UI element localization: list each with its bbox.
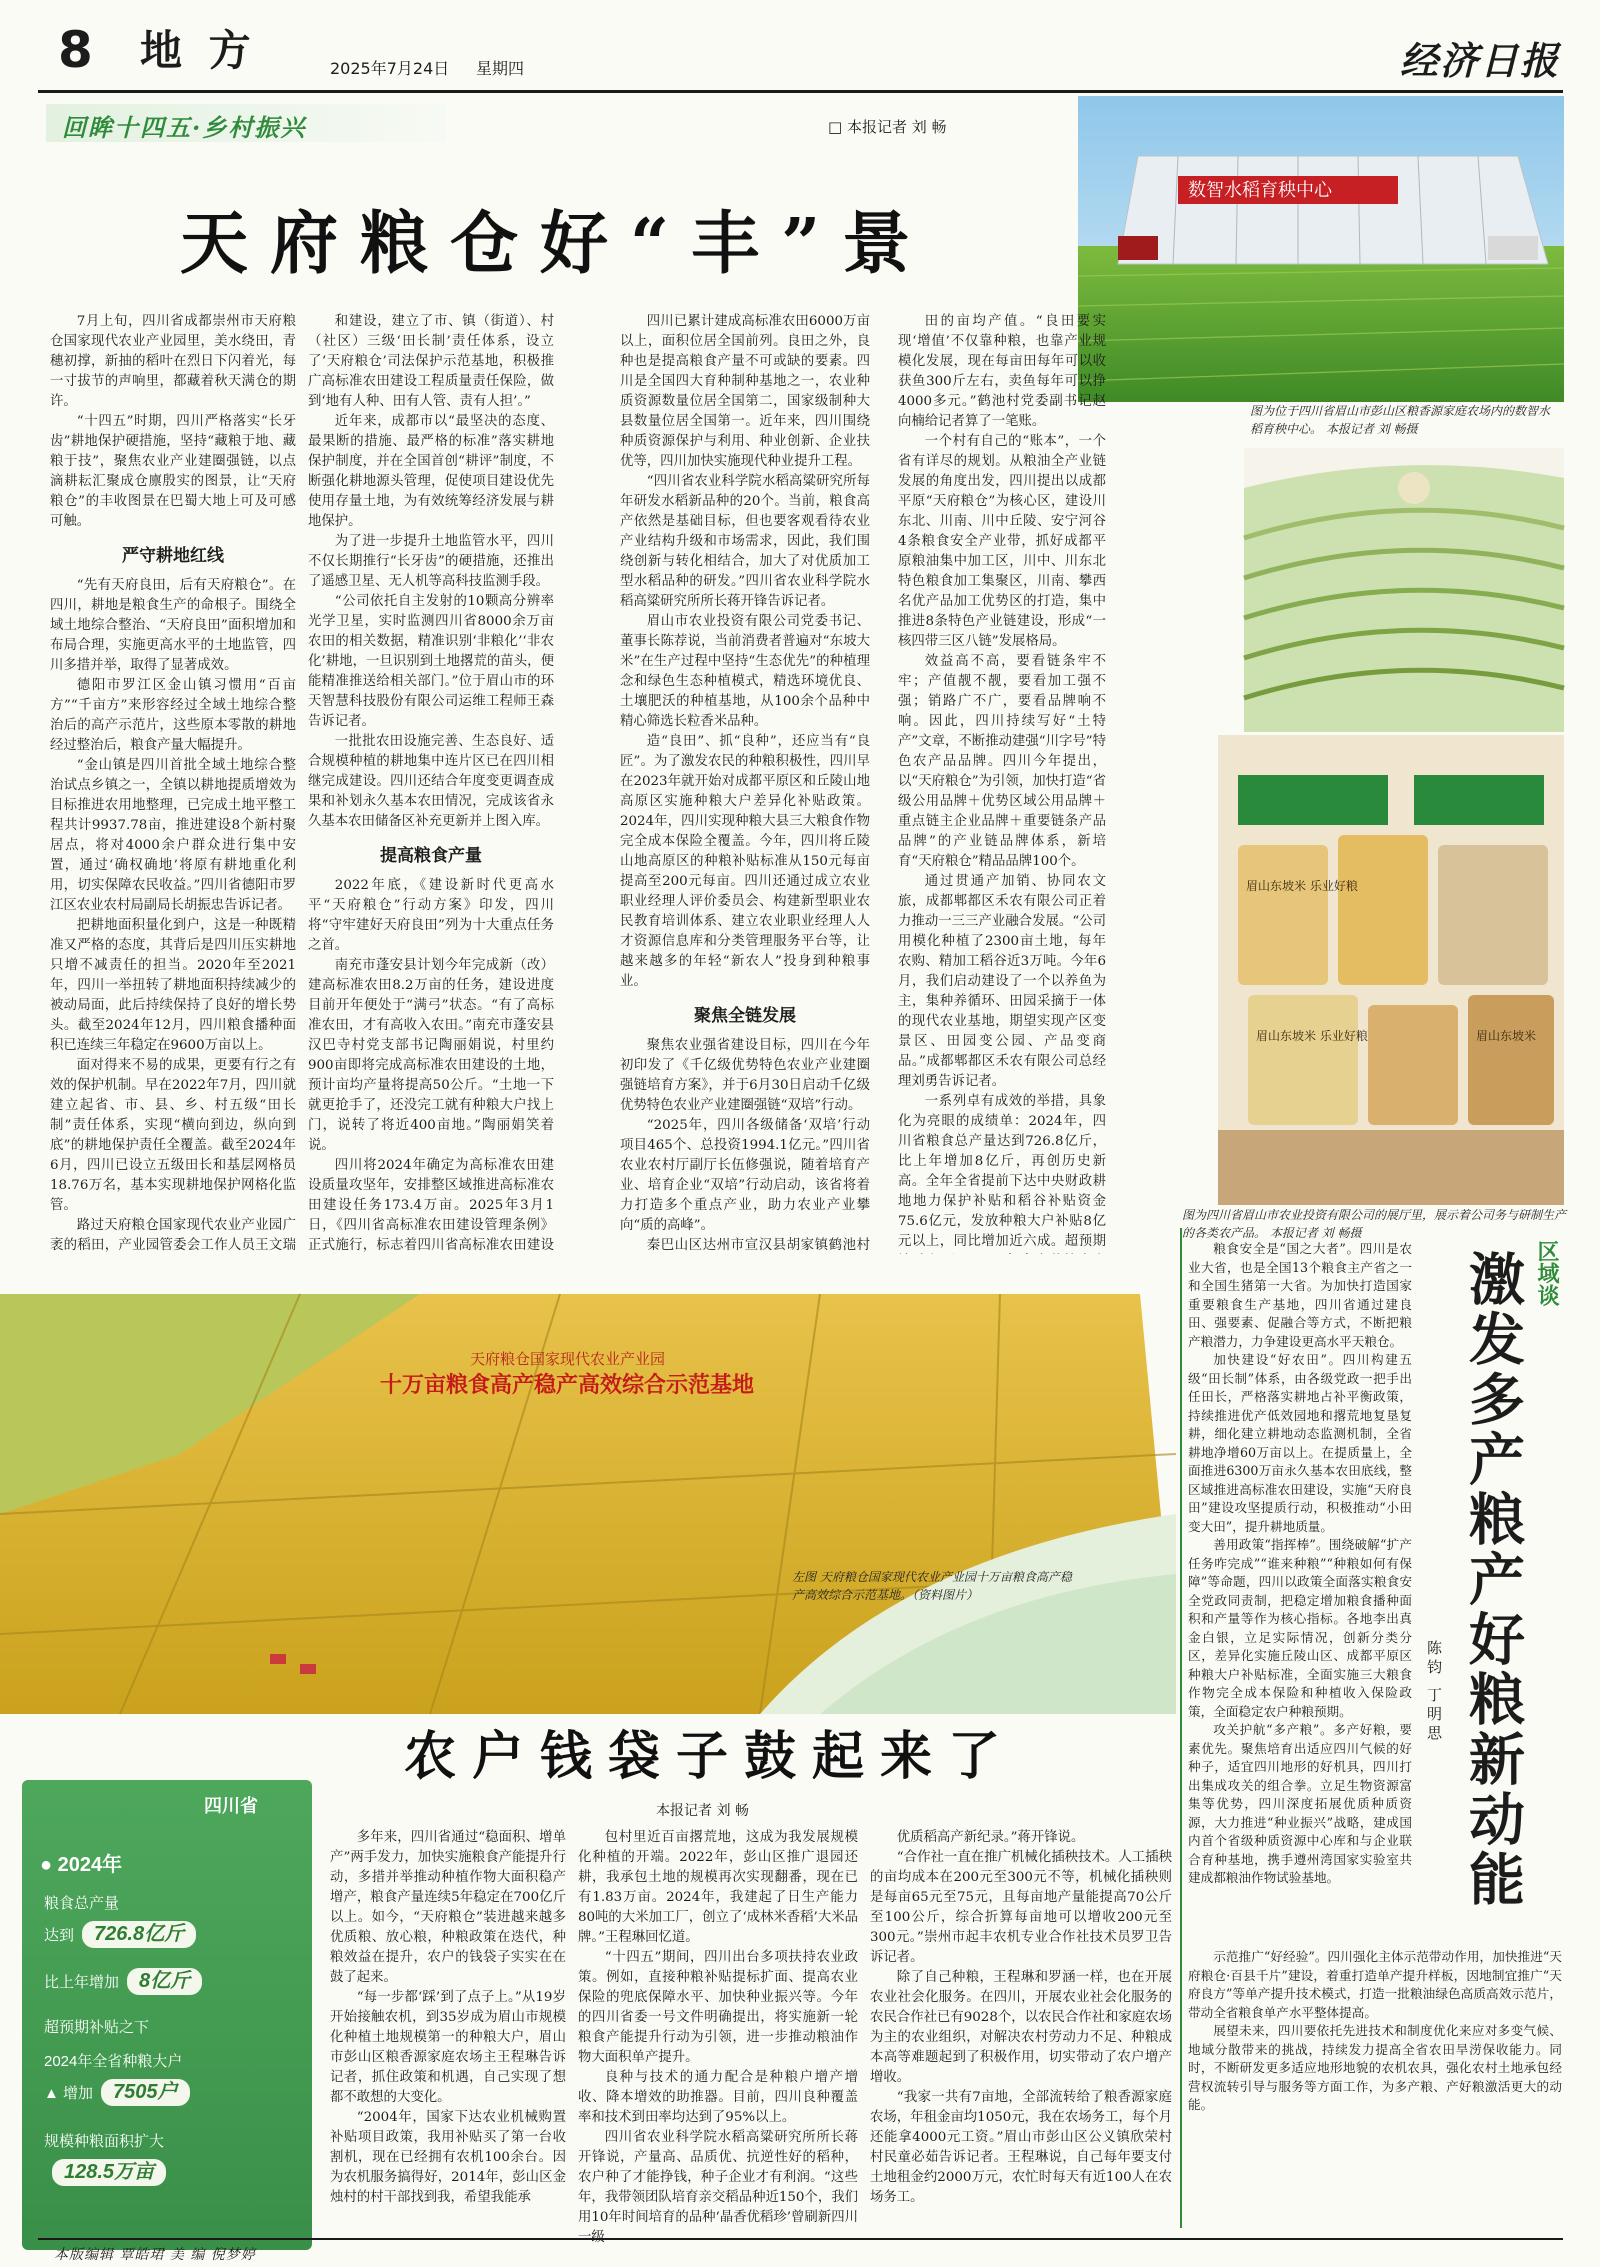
byline-2: 本报记者 刘 畅 [656,1803,749,1819]
paragraph: 一批批农田设施完善、生态良好、适合规模种植的耕地集中连片区已在四川相继完成建设。四川还结合年度变更调查成果和补划永久基本农田情况，完成该省永久基本农田储备区补充更新并上图入库。 [308,734,554,829]
paragraph: 2022年底，《建设新时代更高水平“天府粮仓”行动方案》印发，四川将“守牢建好天府良田”列为十大重点任务之首。 [308,878,554,953]
stat-label: 2024年全省种粮大户 [44,2053,183,2070]
paragraph: “2025年，四川各级储备‘双培’行动项目465个、总投资1994.1亿元。”四川省农业农村厅副厅长伍修强说，随着培育产业、培育企业“双培”行动启动，该省将着力打造多个重点产业，助力农业产业攀向“质的高峰”。 [620,1118,870,1233]
article1-column-1 [50,312,296,1253]
article2-column-1 [330,1828,566,2233]
paragraph: 优质稻高产新纪录。”蒋开锋说。 [896,1830,1085,1845]
paragraph: “先有天府良田，后有天府粮仓”。在四川，耕地是粮食生产的命根子。围绕全域土地综合整治、“天府良田”面积增加和布局合理，实施更高水平的土地监管，四川多措并举，取得了显著成效。 [50,578,296,673]
paragraph: 路过天府粮仓国家现代农业产业园广袤的稻田，产业园管委会工作人员王文瑞 [50,1218,296,1253]
paragraph: 多年来，四川省通过“稳面积、增单产”两手发力，加快实施粮食产能提升行动，多措并举推动种植作物大面积稳产增产，粮食产量连续5年稳定在700亿斤以上。如今，“天府粮仓”装进越来越多优质粮、放心粮，种粮政策在迭代，种粮效益在提升，农户的钱袋子实实在在鼓了起来。 [330,1830,566,1985]
stat-prefix: 比上年增加 [44,1974,120,1991]
stat-value: 726.8亿斤 [82,1921,196,1948]
paragraph: 四川省农业科学院水稻高粱研究所所长蒋开锋说，产量高、品质优、抗逆性好的稻种，农户种了才能挣钱，种子企业才有利润。“这些年，我带领团队培育亲交稻品种近150个，我们用10年时间培育的品种‘晶香优稻珍’曾刷新四川 [578,2130,858,2225]
subhead: 聚焦全链发展 [694,1006,796,1026]
section-title: 地 方 [140,26,257,75]
stats-row-2 [44,1968,202,1995]
paragraph: “金山镇是四川首批全域土地综合整治试点乡镇之一，全镇以耕地提质增效为目标推进农用地整理，已完成土地平整工程共计9937.78亩，推进建设8个新村聚居点，将对4000余户群众进行集中安置，通过‘确权确地’将原有耕地重化利用，切实保障农民收益。”四川省德阳市罗江区农业农村局副局长胡振忠告诉记者。 [50,758,296,913]
paragraph: 德阳市罗江区金山镇习惯用“百亩方”“千亩方”来形容经过全域土地综合整治后的高产示范片，这些原本零散的耕地经过整治后，粮食产量大幅提升。 [50,678,296,753]
subhead: 提高粮食产量 [380,846,482,866]
issue-weekday: 星期四 [476,59,525,78]
paragraph: 为了进一步提升土地监管水平，四川不仅长期推行“长牙齿”的硬措施，还推出了遥感卫星、无人机等高科技监测手段。 [308,534,554,589]
paragraph: 加快建设“好农田”。四川构建五级“田长制”体系，由各级党政一把手出任田长，严格落实耕地占补平衡政策，持续推进优产低效园地和撂荒地复垦复耕，细化建立耕地动态监测机制，全省耕地净增60万亩以上。在提质量上，全面推进6300万亩永久基本农田底线，整区域推进高标准农田建设，实施“天府良田”建设攻坚提质行动，积极推动“小田变大田”，提升耕地质量。 [1188,1352,1412,1534]
paragraph: 示范推广“好经验”。四川强化主体示范带动作用，加快推进“天府粮仓·百县千片”建设，着重打造单产提升样板，因地制宜推广“天府良方”等单产提升技术模式，打造一批粮油绿色高质高效示范片，带动全省粮食单产水平整体提高。 [1188,1949,1562,2020]
stat-value: 7505户 [101,2079,190,2106]
paragraph: 粮食安全是“国之大者”。四川是农业大省，也是全国13个粮食主产省之一和全国生猪第一大省。为加快打造国家重要粮食生产基地，四川省通过建良田、强要素、促融合等方式，不断把粮产粮潜力，力争建设更高水平天粮仓。 [1188,1241,1412,1349]
paragraph: 一系列卓有成效的举措，具象化为亮眼的成绩单：2024年，四川省粮食总产量达到726.8亿斤，比上年增加8亿斤，再创历史新高。全年全省提前下达中央财政耕地地力保护补贴和稻谷补贴资金75.6亿元，发放种粮大户补贴8亿元以上，同比增加近六成。超预期 [898,1094,1106,1249]
paragraph: 善用政策“指挥棒”。围绕破解“扩产任务咋完成”“谁来种粮”“种粮如何有保障”等命题，四川以政策全面落实粮食安全党政同责制，把稳定增加粮食播种面积和产量等作为核心指标。各地李出真金白银，立足实际情况，创新分类分区，差异化实施丘陵山区、成都平原区种粮大户补贴标准，全面实施三大粮食作物完全成本保险和种植收入保险政策，全面稳定农户种粮预期。 [1188,1537,1412,1719]
paragraph: 四川将2024年确定为高标准农田建设质量攻坚年，安排整区域推进高标准农田建设任务173.4万亩。2025年3月1日，《四川省高标准农田建设管理条例》正式施行，标志着四川省高标准农田建设 [308,1158,554,1253]
paragraph: “2004年，国家下达农业机械购置补贴项目政策，我用补贴买了第一台收割机，现在已经拥有农机100余台。因为农机服务搞得好，2014年，彭山区金烛村的村干部找到我，希望我能承 [330,2110,566,2205]
paragraph: 四川已累计建成高标准农田6000万亩以上，面积位居全国前列。良田之外，良种也是提高粮食产量不可或缺的要素。四川是全国四大育种制种基地之一，农业种质资源数量位居全国第二，国家级制种大县数量位居全国第一。近年来，四川围绕种质资源保护与利用、种业创新、企业扶优等，四川加快实施现代种业提升工程。 [620,314,870,469]
paragraph: 通过贯通产加销、协同农文旅，成都郫都区禾农有限公司正着力推动一三三产业融合发展。“公司用模化种植了2300亩土地，每年农购、精加工稻谷近3万吨。今年6月，我们启动建设了一个以养鱼为主，集种养循环、田园采摘于一体的现代农业基地，期望实现产区变景区、田园变公园、产品变商品。”成都郫都区禾农有限公司总经理刘勇告诉记者。 [898,874,1106,1089]
field-sign-top: 天府粮仓国家现代农业产业园 [470,1350,666,1368]
stat-label: 超预期补贴之下 [44,2019,150,2036]
article2-column-3 [870,1828,1172,2233]
article2-column-2 [578,1828,858,2233]
paragraph: 效益高不高，要看链条牢不牢；产值靓不靓，要看加工强不强；销路广不广，要看品牌响不响。因此，四川持续写好“土特产”文章，不断推动建强“川字号”特色农产品品牌。四川今年提出，以“天府粮仓”为引领，加快打造“省级公用品牌＋优势区域公用品牌＋重点链主企业品牌＋重要链条产品品牌”的产业链品牌体系，新培育“天府粮仓”精品品牌100个。 [898,654,1107,869]
byline: □ 本报记者 刘 畅 [828,118,947,136]
paragraph: “我家一共有7亩地，全部流转给了粮香源家庭农场，年租金亩均1050元，我在农场务工，每个月还能拿4000元工资。”眉山市彭山区公义镇欣荣村村民童必茹告诉记者。王程琳说，自己每年要支付土地租金约2000万元，农忙时每天有近100人在农场务工。 [870,2090,1172,2205]
headline: 天府粮仓好“丰”景 [180,204,933,284]
photo-caption-2: 图为四川省眉山市农业投资有限公司的展厅里，展示着公司务与研制生产的各类农产品。 本报记者 刘 畅摄 [1182,1208,1567,1240]
footer-rule [38,2238,1563,2240]
commentary-column-top [1188,1240,1412,1940]
field-sign: 十万亩粮食高产稳产高效综合示范基地 [380,1373,755,1398]
stats-row-1 [44,1892,196,1948]
paragraph: 造“良田”、抓“良种”，还应当有“良匠”。为了激发农民的种粮积极性，四川早在2023年就开始对成都平原区和丘陵山地高原区实施种粮大户差异化补贴政策。2024年，四川实现种粮大县三大粮食作物完全成本保险全覆盖。今年，四川将丘陵山地高原区的种粮补贴标准从150元每亩提高至200元每亩。四川还通过成立农业职业经理人评价委员会、构建新型职业农民教育培训体系、建立农业职业经理人人才资源信息库和分类管理服务平台等，让越来越多的年轻“新农人”投身到种粮事业。 [620,734,870,989]
paragraph: “四川省农业科学院水稻高粱研究所每年研发水稻新品种的20个。当前，粮食高产依然是基础目标，但也要客观看待农业产业结构升级和市场需求，因此，我们围绕创新与转化相结合，加大了对优质加工型水稻品种的研发。”四川省农业科学院水稻高粱研究所所长蒋开锋告诉记者。 [620,474,870,609]
paragraph: 除了自己种粮，王程琳和罗涵一样，也在开展农业社会化服务。在四川，开展农业社会化服务的农民合作社已有9028个，以农民合作社和家庭农场为主的农业组织，对解决农村劳动力不足、种粮成本高等难题起到了积极作用，切实带动了农户增产增收。 [870,1970,1172,2085]
article1-column-3 [620,312,870,1253]
commentary-title: 激发多产粮产好粮新动能 [1460,1250,1526,1910]
paragraph: “公司依托自主发射的10颗高分辨率光学卫星，实时监测四川省8000余万亩农田的相关数据，精准识别‘非粮化’‘非农化’耕地，一旦识别到土地撂荒的苗头，便能精准推送给相关部门。”位于眉山市的环天智慧科技股份有限公司运维工程师王森告诉记者。 [308,594,554,729]
paragraph: 南充市蓬安县计划今年完成新（改）建高标准农田8.2万亩的任务，建设进度目前开年便处于“满弓”状态。“有了高标准农田，才有高收入农田。”南充市蓬安县汉巴寺村党支部书记陶丽娟说，村里约900亩即将完成高标准农田建设的土地，预计亩均产量将提高50公斤。“土地一下就更抢手了，还没完工就有种粮大户找上门，说转了将近400亩地。”陶丽娟笑着说。 [308,958,554,1153]
photo-caption-1: 图为位于四川省眉山市彭山区粮香源家庭农场内的数智水稻育秧中心。 本报记者 刘 畅摄 [1250,404,1551,436]
stats-row-3 [44,2016,149,2037]
paragraph: 面对得来不易的成果，更要有行之有效的保护机制。早在2022年7月，四川就建立起省、市、县、乡、村五级“田长制”责任体系，实现“横向到边，纵向到底”的耕地保护责任全覆盖。截至2024年6月，四川已设立五级田长和基层网格员18.76万名，基本实现耕地保护网格化监管。 [50,1058,296,1213]
stats-row-5 [44,2130,166,2186]
product-bag-label-1: 眉山东坡米 乐业好粮 [1246,879,1358,893]
greenhouse-photo [1078,96,1564,402]
stats-year: ● 2024年 [40,1854,123,1876]
stats-region: 四川省 [204,1796,258,1817]
terrace-photo [1244,448,1564,732]
paragraph: “每一步都‘踩’到了点子上。”从19岁开始接触农机，到35岁成为眉山市规模化种植土地规模第一的种粮大户，眉山市彭山区粮香源家庭农场主王程琳告诉记者，抓住政策和机遇，自己实现了想都不敢想的大变化。 [330,1990,566,2105]
paragraph: 田的亩均产值。“良田要实现‘增值’不仅靠种粮，也靠产业规模化发展，现在每亩田每年可以收获鱼300斤左右，卖鱼每年可以挣4000多元。”鹤池村党委副书记赵向楠给记者算了一笔账。 [898,314,1106,429]
stats-row-4 [44,2050,190,2106]
stat-value: 128.5万亩 [52,2159,166,2186]
paragraph: 聚焦农业强省建设目标，四川在今年初印发了《千亿级优势特色农业产业建圈强链培育方案》，并于6月30日启动千亿级优势特色农业产业建圈强链“双培”行动。 [620,1038,870,1113]
paragraph: 攻关护航“多产粮”。多产好粮，要素优先。聚焦培育出适应四川气候的好种子，适宜四川地形的好机具，四川打出集成攻关的组合拳。立足生物资源富集等优势，四川深度拓展优质种质资源，大力推进“种业振兴”战略，建成国内首个省级种质资源中心库和与企业联合育种基地，携手遵州湾国家实验室共建成都粮油作物试验基地。 [1188,1722,1412,1885]
article1-column-4 [898,312,1107,1249]
commentary-tag: 区域谈 [1534,1240,1560,1306]
paragraph: “十四五”期间，四川出台多项扶持农业政策。例如，直接种粮补贴提标扩面、提高农业保险的兜底保障水平、加快种业振兴等。今年的四川省委一号文件明确提出，将实施新一轮粮食产能提升行动为引领，进一步推动粮油作物大面积单产提升。 [578,1950,858,2065]
greenhouse-sign: 数智水稻育秧中心 [1188,180,1332,201]
paragraph: 近年来，成都市以“最坚决的态度、最果断的措施、最严格的标准”落实耕地保护制度，并在全国首创“耕评”制度，不断强化耕地源头管理，促使项目建设优先使用存量土地，为有效统筹经济发展与耕地保护。 [308,414,554,529]
newspaper-logo: 经济日报 [1400,38,1561,83]
aerial-field-photo [0,1254,1176,1714]
stats-year-value: 2024年 [57,1854,123,1876]
stat-label: 粮食总产量 [44,1895,120,1912]
stat-prefix: ▲ 增加 [44,2085,94,2102]
stat-prefix: 达到 [44,1927,75,1944]
page-number: 8 [58,21,93,79]
paragraph: 眉山市农业投资有限公司党委书记、董事长陈荐说，当前消费者普遍对“东坡大米”在生产过程中坚持“生态优先”的种植理念和绿色生态种植模式，精选环境优良、土壤肥沃的种植基地，从100余个品种中精心筛选长粒香米品种。 [620,614,870,729]
aerial-caption: 左图 天府粮仓国家现代农业产业园十万亩粮食高产稳产高效综合示范基地。（资料图片） [792,1570,1072,1602]
issue-date: 2025年7月24日 [330,59,450,78]
footer-credits: 本版编辑 覃皓珺 美 编 倪梦婷 [54,2247,256,2263]
stat-label: 规模种粮面积扩大 [44,2133,165,2150]
product-bag-label-2: 眉山东坡米 乐业好粮 [1256,1029,1368,1043]
column-label: 回眸十四五·乡村振兴 [62,113,307,142]
paragraph: 和建设，建立了市、镇（街道）、村（社区）三级‘田长制’责任体系，设立了‘天府粮仓’司法保护示范基地，积极推广高标准农田建设工程质量责任保险，做到‘地有人种、田有人管、责有人担’。” [308,314,554,409]
paragraph: 良种与技术的通力配合是种粮户增产增收、降本增效的助推器。目前，四川良种覆盖率和技术到田率均达到了95%以上。 [578,2070,858,2125]
article1-column-2 [308,312,554,1253]
subhead: 严守耕地红线 [122,546,224,566]
paragraph: 秦巴山区达州市宣汉县胡家镇鹤池村 [646,1238,870,1253]
masthead-rule [38,90,1563,93]
commentary-author: 陈钧 丁明思 [1425,1640,1443,1744]
paragraph: 把耕地面积量化到户，这是一种既精准又严格的态度，其背后是四川压实耕地只增不减责任的担当。2020年至2021年，四川一举扭转了耕地面积持续减少的被动局面，此后持续保持了良好的增长势头。截至2024年12月，四川粮食播种面积已连续三年稳定在9600万亩以上。 [50,918,296,1053]
products-photo [1218,735,1564,1205]
product-bag-label-3: 眉山东坡米 [1476,1029,1537,1043]
commentary-column-bottom [1188,1948,1562,2228]
paragraph: 一个村有自己的“账本”，一个省有详尽的规划。从粮油全产业链发展的角度出发，四川提出以成都平原“天府粮仓”为核心区，建设川东北、川南、川中丘陵、安宁河谷4条粮食安全产业带，抓好成都平原粮油集中加工区，川中、川东北特色粮食加工集聚区，川南、攀西名优产品加工优势区的打造，集中推进8条特色产业链建设，形成“一核四带三区八链”发展格局。 [898,434,1106,649]
paragraph: 展望未来，四川要依托先进技术和制度优化来应对多变气候、地域分散带来的挑战，持续发力提高全省农田旱涝保收能力。同时，不断研发更多适应地形地貌的农机农具，强化农村土地承包经营权流转引导与服务等方面工作，为多产粮、产好粮激活更大的动能。 [1188,2023,1562,2112]
headline-2: 农户钱袋子鼓起来了 [404,1726,1017,1787]
paragraph: “合作社一直在推广机械化插秧技术。人工插秧的亩均成本在200元至300元不等，机械化插秧则是每亩65元至75元，且每亩地产量能提高70公斤至100公斤，综合折算每亩地可以增收200元至300元。”崇州市起丰农机专业合作社技术员罗卫告诉记者。 [870,1850,1172,1965]
stat-value: 8亿斤 [127,1968,202,1995]
paragraph: 包村里近百亩撂荒地，这成为我发展规模化种植的开端。2022年，彭山区推广退园还耕，我承包土地的规模再次实现翻番，现在已有1.83万亩。2024年，我建起了日生产能力80吨的大米加工厂，创立了‘成林米香稻’大米品牌。”王程琳回忆道。 [578,1830,858,1945]
commentary-divider [1180,1228,1182,2228]
paragraph: 7月上旬，四川省成都崇州市天府粮仓国家现代农业产业园里，美水绕田，青穗初撑，新抽的稻叶在烈日下闪着光，每一寸拔节的声响里，都藏着秋天满仓的期许。 [50,314,296,409]
paragraph: “十四五”时期，四川严格落实“长牙齿”耕地保护硬措施，坚持“藏粮于地、藏粮于技”，聚焦农业产业建圈强链，以点滴耕耘汇聚成仓廪殷实的图景，让“天府粮仓”的丰收图景在巴蜀大地上可及可感可触。 [50,414,296,529]
